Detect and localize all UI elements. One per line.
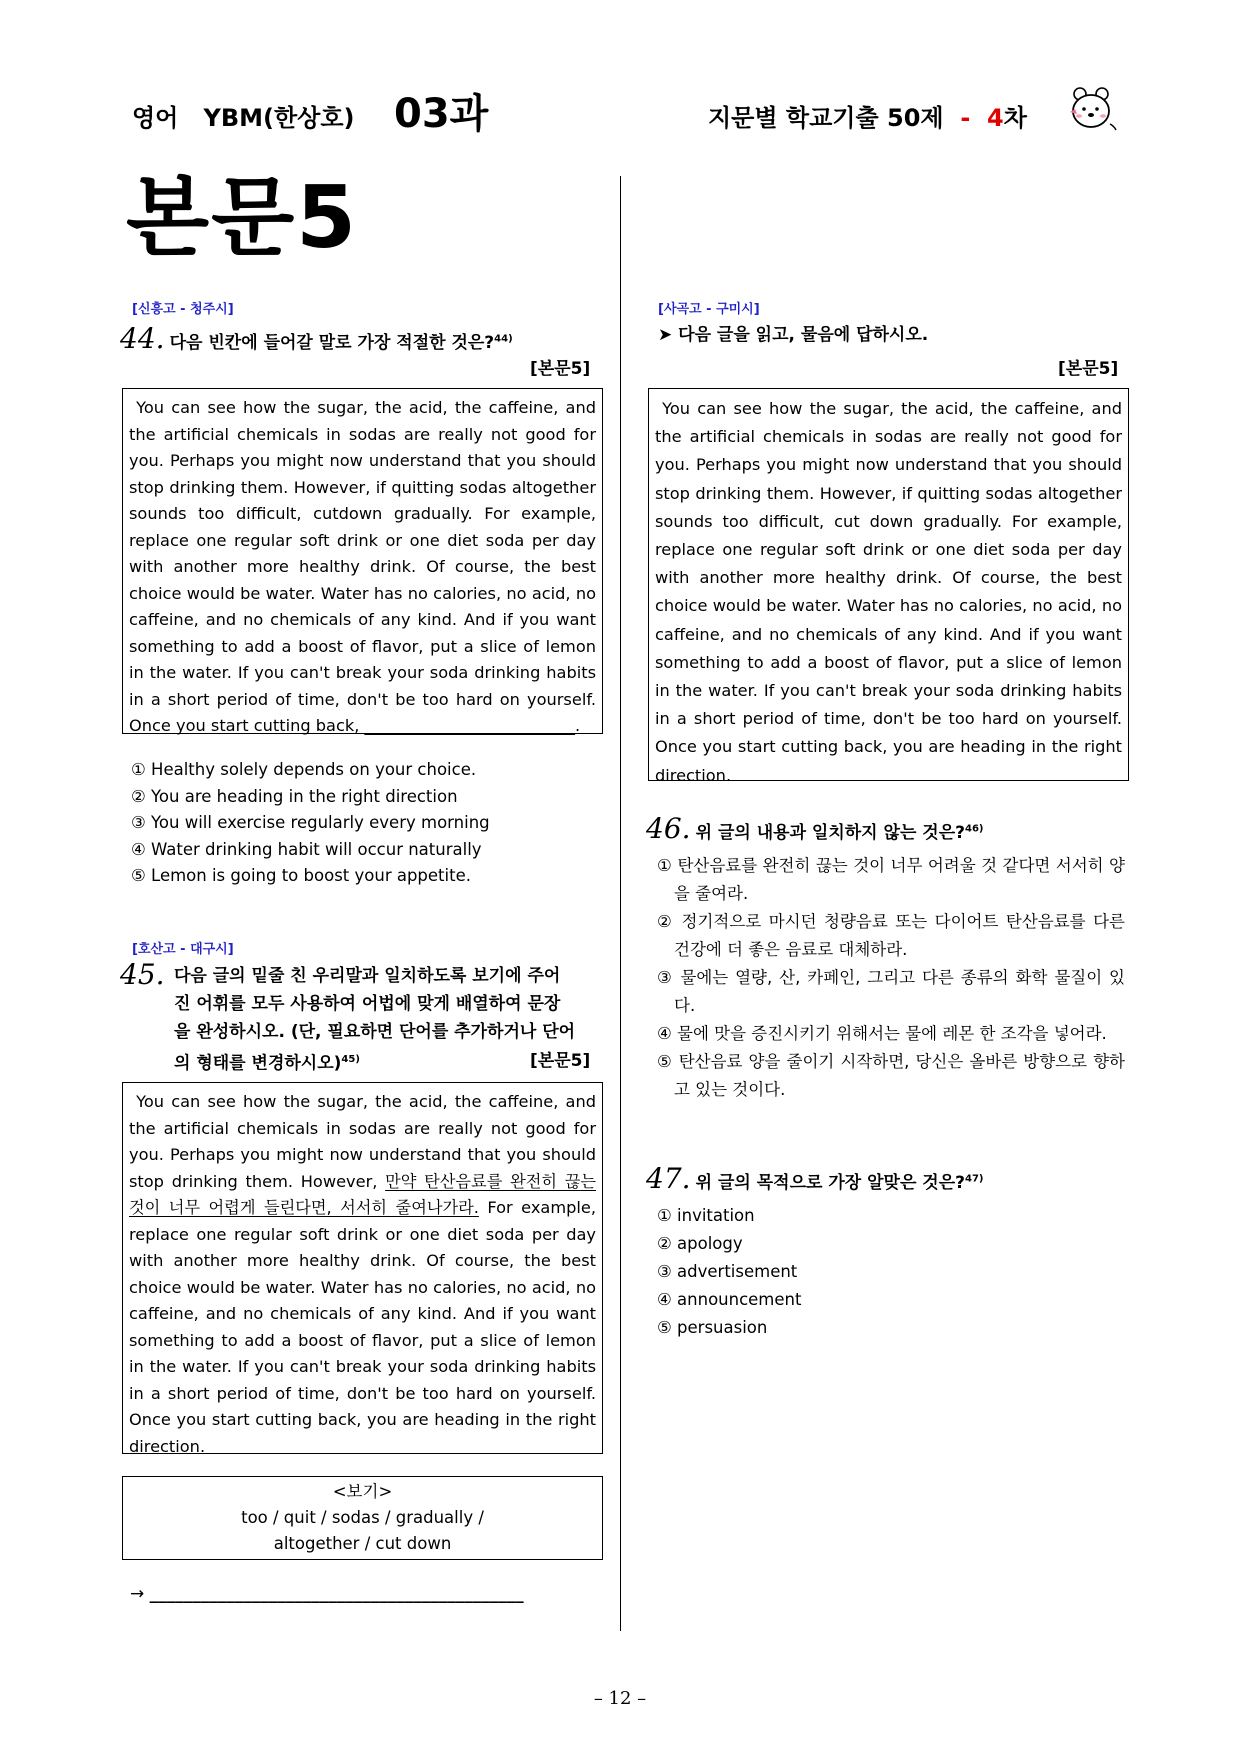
q44-number: 44. xyxy=(120,322,165,355)
q44-passage-box xyxy=(122,388,603,734)
q47-footnote: 47) xyxy=(965,1173,984,1185)
q45-passage-box: You can see how the sugar, the acid, the caffeine, and the artificial chemicals in sodas are really not good for you. Perhaps you might now understand that you should stop drinking them. However, 만약 탄산음료를 완전히 끊는 것이 너무 어렵게 들린다면, 서서히 줄여나가라. For example, replace one regular soft drink or one diet soda per day with another more healthy drink. Of course, the best choice would be water. Water has no calories, no acid, no caffeine, and no chemicals of any kind. And if you want something to add a boost of flavor, put a slice of lemon in the water. If you can't break your soda drinking habits in a short period of time, don't be too hard on yourself. Once you start cutting back, you are heading in the right direction. xyxy=(122,1082,603,1454)
q44-source: [신흥고 - 청주시] xyxy=(132,302,234,317)
bear-mascot-icon xyxy=(1066,84,1118,134)
q45-number: 45. xyxy=(120,958,165,991)
q46-option-3[interactable]: ③ 물에는 열량, 산, 카페인, 그리고 다른 종류의 화학 물질이 있다. xyxy=(657,968,1125,1015)
q44-ref: [본문5] xyxy=(530,359,591,379)
right-source: [사곡고 - 구미시] xyxy=(658,302,760,317)
q44-passage: You can see how the sugar, the acid, the caffeine, and the artificial chemicals in sodas are really not good for you. Perhaps you might now understand that you should stop drinking them. However, if quitting sodas altogether sounds too difficult, cutdown gradually. For example, replace one regular soft drink or one diet soda per day with another more healthy drink. Of course, the best choice would be water. Water has no calories, no acid, no caffeine, and no chemicals of any kind. And if you want something to add a boost of flavor, put a slice of lemon in the water. If you can't break your soda drinking habits in a short period of time, don't be too hard on yourself. Once you start cutting back, xyxy=(129,398,596,735)
bogi-words-2: altogether / cut down xyxy=(273,1534,452,1553)
q44-heading xyxy=(120,322,600,355)
q47-heading xyxy=(646,1162,1126,1195)
right-passage-box xyxy=(648,388,1129,785)
q47-option-3[interactable]: ③ advertisement xyxy=(657,1262,798,1281)
q46-options xyxy=(657,852,1125,1104)
q46-option-4[interactable]: ④ 물에 맛을 증진시키기 위해서는 물에 레몬 한 조각을 넣어라. xyxy=(657,1024,1107,1043)
bogi-box xyxy=(122,1476,603,1560)
bogi-title: <보기> xyxy=(332,1482,393,1501)
column-divider xyxy=(620,176,621,1631)
q44-footnote: 44) xyxy=(494,333,513,345)
q46-option-1[interactable]: ① 탄산음료를 완전히 끊는 것이 너무 어려울 것 같다면 서서히 양을 줄여라. xyxy=(657,856,1125,903)
q46-option-2[interactable]: ② 정기적으로 마시던 청량음료 또는 다이어트 탄산음료를 다른 건강에 더 좋은 음료로 대체하라. xyxy=(657,912,1125,959)
q46-prompt: 위 글의 내용과 일치하지 않는 것은? xyxy=(695,823,965,843)
q44-option-5[interactable]: ⑤ Lemon is going to boost your appetite. xyxy=(131,866,471,885)
q45-prompt: 다음 글의 밑줄 친 우리말과 일치하도록 보기에 주어 진 어휘를 모두 사용하여 어법에 맞게 배열하여 문장 을 완성하시오. (단, 필요하면 단어를 추가하거나 단어 의 형태를 변경하시오)$^{45)}$ xyxy=(174,966,576,1074)
q46-footnote: 46) xyxy=(965,823,984,835)
q44-options xyxy=(131,757,601,890)
q46-number: 46. xyxy=(646,812,691,845)
q47-number: 47. xyxy=(646,1162,691,1195)
q47-prompt: 위 글의 목적으로 가장 알맞은 것은? xyxy=(695,1173,965,1193)
q45-source: [호산고 - 대구시] xyxy=(132,942,234,957)
q46-option-5[interactable]: ⑤ 탄산음료 양을 줄이기 시작하면, 당신은 올바른 방향으로 향하고 있는 것이다. xyxy=(657,1052,1125,1099)
q45-underlined-text: 만약 탄산음료를 완전히 끊는 것이 너무 어렵게 들린다면, 서서히 줄여나가라. xyxy=(129,1171,596,1217)
q47-option-2[interactable]: ② apology xyxy=(657,1234,743,1253)
q44-prompt: 다음 빈칸에 들어갈 말로 가장 적절한 것은? xyxy=(169,333,495,353)
answer-arrow: → xyxy=(130,1584,145,1604)
answer-line[interactable]: → ____________________________________________ xyxy=(130,1584,524,1604)
q46-heading xyxy=(646,812,1126,845)
subject-label: 영어 YBM(한상호) xyxy=(132,104,355,132)
page-number: – 12 – xyxy=(593,1688,647,1709)
q47-option-1[interactable]: ① invitation xyxy=(657,1206,755,1225)
bogi-words-1: too / quit / sodas / gradually / xyxy=(241,1508,484,1527)
q47-option-4[interactable]: ④ announcement xyxy=(657,1290,802,1309)
series-title: 지문별 학교기출 50제 - 4차 xyxy=(708,104,1027,132)
q44-option-1[interactable]: ① Healthy solely depends on your choice. xyxy=(131,760,477,779)
right-instruction: ➤ 다음 글을 읽고, 물음에 답하시오. xyxy=(658,325,929,345)
q47-options xyxy=(657,1202,1117,1342)
lesson-number: 03과 xyxy=(394,91,489,137)
q44-option-3[interactable]: ③ You will exercise regularly every morning xyxy=(131,813,490,832)
q44-blank: __________________________. xyxy=(364,716,581,735)
q44-option-2[interactable]: ② You are heading in the right direction xyxy=(131,786,458,806)
q47-option-5[interactable]: ⑤ persuasion xyxy=(657,1318,768,1337)
right-ref: [본문5] xyxy=(1058,359,1119,379)
q44-option-4[interactable]: ④ Water drinking habit will occur naturally xyxy=(131,839,482,859)
q45-ref: [본문5] xyxy=(530,1051,591,1071)
section-title: 본문5 xyxy=(126,168,358,268)
right-passage: You can see how the sugar, the acid, the caffeine, and the artificial chemicals in sodas are really not good for you. Perhaps you might now understand that you should stop drinking them. However, if quitting sodas altogether sounds too difficult, cut down gradually. For example, replace one regular soft drink or one diet soda per day with another more healthy drink. Of course, the best choice would be water. Water has no calories, no acid, no caffeine, and no chemicals of any kind. And if you want something to add a boost of flavor, put a slice of lemon in the water. If you can't break your soda drinking habits in a short period of time, don't be too hard on yourself. Once you start cutting back, you are heading in the right direction. xyxy=(655,399,1122,785)
